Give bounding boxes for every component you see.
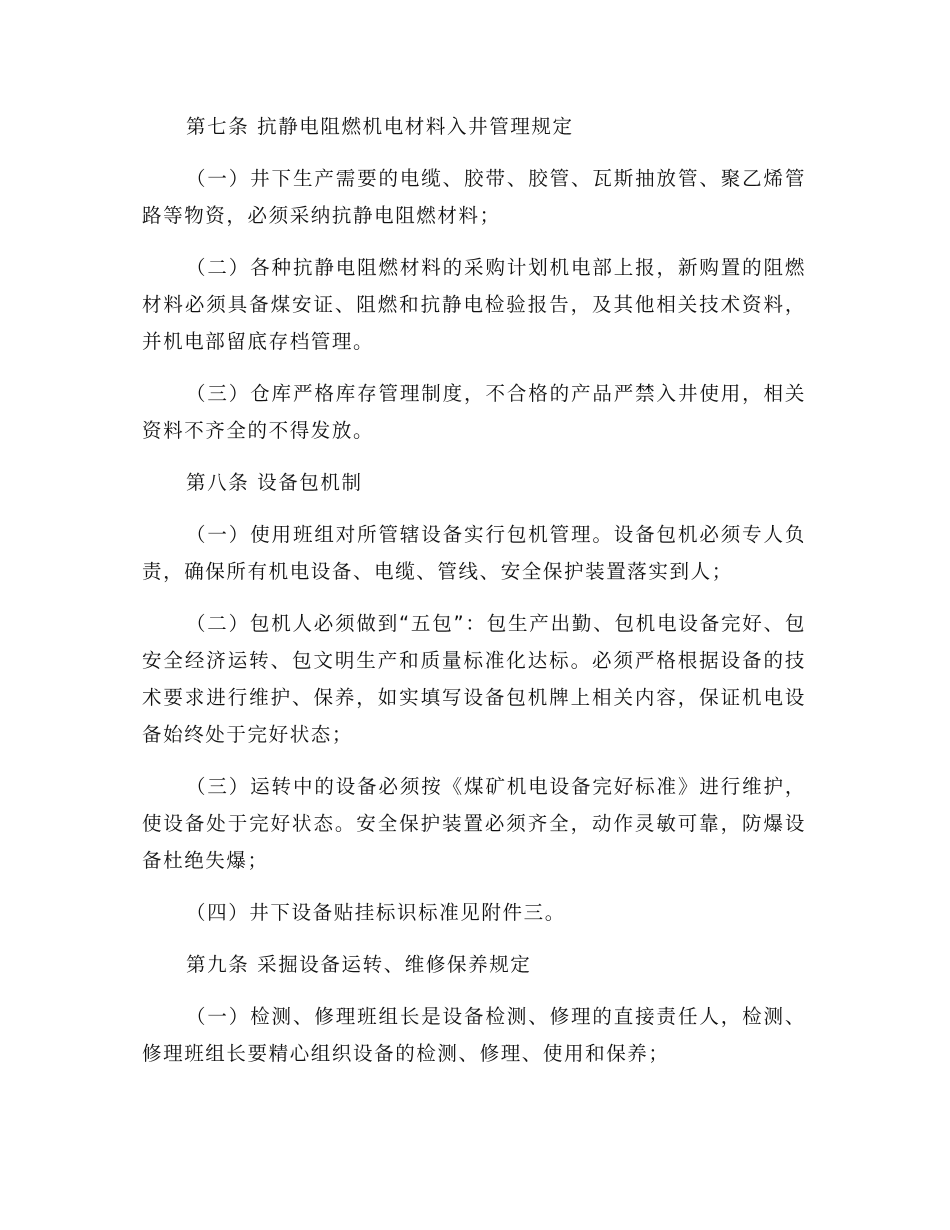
article-7-clause-3: （三）仓库严格库存管理制度，不合格的产品严禁入井使用，相关资料不齐全的不得发放。: [142, 382, 806, 442]
article-8-clause-2: （二）包机人必须做到“五包”：包生产出勤、包机电设备完好、包安全经济运转、包文明生产和质量标准化达标。必须严格根据设备的技术要求进行维护、保养，如实填写设备包机牌上相关内容，保证机电设备始终处于完好状态；: [142, 612, 806, 746]
article-8-clause-4: （四）井下设备贴挂标识标准见附件三。: [186, 901, 566, 924]
article-9-clause-1: （一）检测、修理班组长是设备检测、修理的直接责任人，检测、修理班组长要精心组织设备的检测、修理、使用和保养；: [142, 1005, 806, 1065]
article-8-heading: 第八条 设备包机制: [186, 471, 363, 494]
article-7-clause-1: （一）井下生产需要的电缆、胶带、胶管、瓦斯抽放管、聚乙烯管路等物资，必须采纳抗静电阻燃材料；: [142, 167, 806, 227]
article-8-clause-1: （一）使用班组对所管辖设备实行包机管理。设备包机必须专人负责，确保所有机电设备、电缆、管线、安全保护装置落实到人；: [142, 523, 806, 583]
article-9-heading: 第九条 采掘设备运转、维修保养规定: [186, 953, 532, 976]
article-7-clause-2: （二）各种抗静电阻燃材料的采购计划机电部上报，新购置的阻燃材料必须具备煤安证、阻燃和抗静电检验报告，及其他相关技术资料，并机电部留底存档管理。: [142, 256, 806, 353]
document-body: [142, 108, 806, 1087]
article-7-heading: 第七条 抗静电阻燃机电材料入井管理规定: [186, 115, 574, 138]
article-8-clause-3: （三）运转中的设备必须按《煤矿机电设备完好标准》进行维护，使设备处于完好状态。安全保护装置必须齐全，动作灵敏可靠，防爆设备杜绝失爆；: [142, 775, 806, 872]
